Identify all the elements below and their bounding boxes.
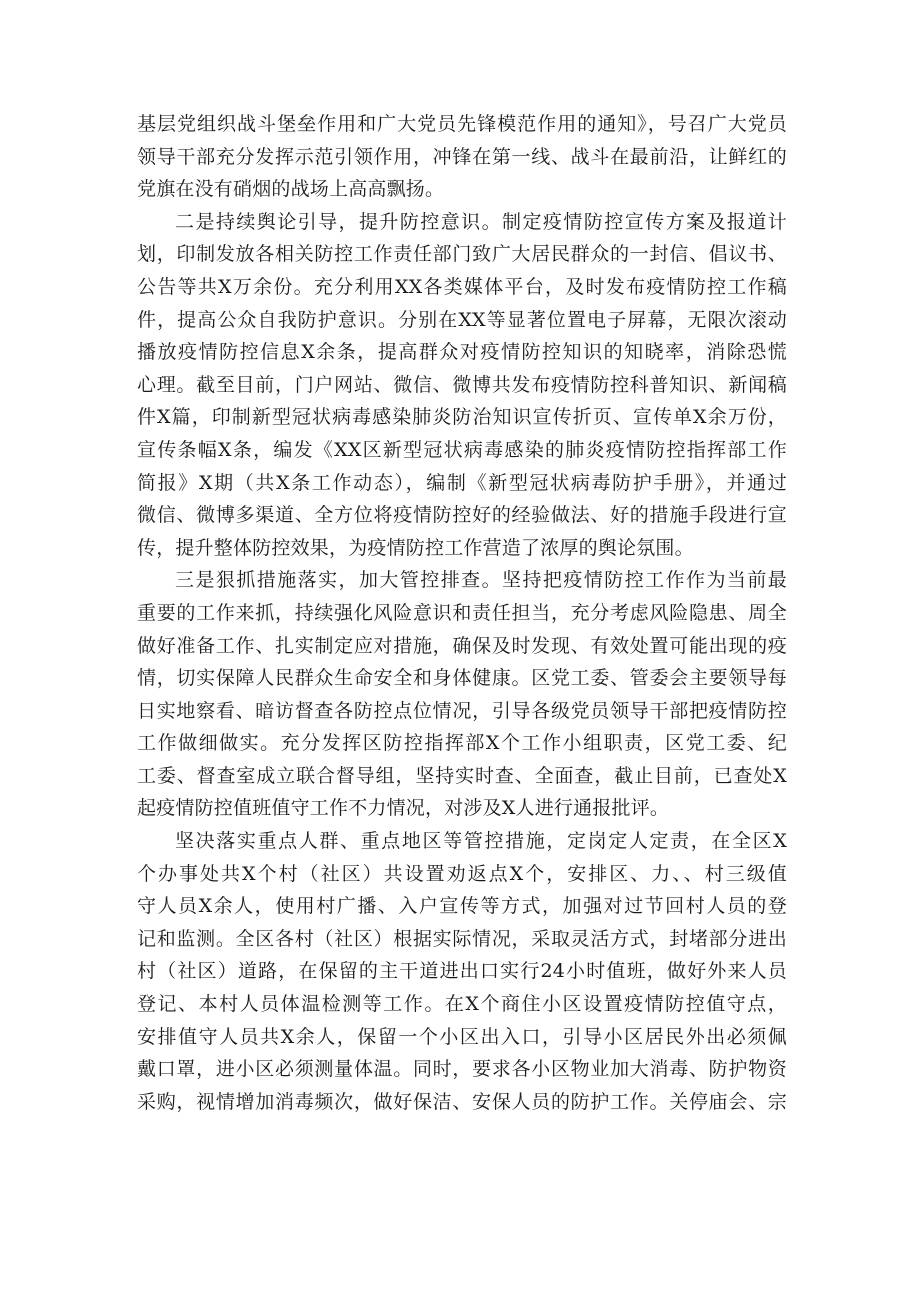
text-line: 公告等共X万余份。充分利用XX各类媒体平台，及时发布疫情防控工作稿 <box>137 275 787 298</box>
text-line: 做好准备工作、扎实制定应对措施，确保及时发现、有效处置可能出现的疫 <box>137 634 787 657</box>
text-line: 件，提高公众自我防护意识。分别在XX等显著位置电子屏幕，无限次滚动 <box>137 308 787 331</box>
text-line: 记和监测。全区各村（社区）根据实际情况，采取灵活方式，封堵部分进出 <box>137 927 787 950</box>
text-line: 村（社区）道路，在保留的主干道进出口实行24小时值班，做好外来人员 <box>137 960 787 983</box>
text-line: 基层党组织战斗堡垒作用和广大党员先锋模范作用的通知》，号召广大党员 <box>137 113 787 135</box>
text-line: 重要的工作来抓，持续强化风险意识和责任担当，充分考虑风险隐患、周全 <box>137 601 787 624</box>
document-body <box>137 108 787 1118</box>
text-line: 二是持续舆论引导，提升防控意识。制定疫情防控宣传方案及报道计 <box>175 210 787 233</box>
text-line: 心理。截至目前，门户网站、微信、微博共发布疫情防控科普知识、新闻稿 <box>137 373 787 396</box>
text-line: 戴口罩，进小区必须测量体温。同时，要求各小区物业加大消毒、防护物资 <box>137 1058 787 1081</box>
text-line: 简报》X期（共X条工作动态），编制《新型冠状病毒防护手册》，并通过 <box>137 471 787 494</box>
text-line: 起疫情防控值班值守工作不力情况，对涉及X人进行通报批评。 <box>137 797 670 820</box>
text-line: 宣传条幅X条，编发《XX区新型冠状病毒感染的肺炎疫情防控指挥部工作 <box>137 438 787 461</box>
text-line: 守人员X余人，使用村广播、入户宣传等方式，加强对过节回村人员的登 <box>137 895 787 918</box>
text-line: 个办事处共X个村（社区）共设置劝返点X个，安排区、力、、村三级值 <box>137 862 787 885</box>
text-line: 领导干部充分发挥示范引领作用，冲锋在第一线、战斗在最前沿，让鲜红的 <box>137 145 787 168</box>
text-line: 传，提升整体防控效果，为疫情防控工作营造了浓厚的舆论氛围。 <box>137 536 694 559</box>
text-line: 坚决落实重点人群、重点地区等管控措施，定岗定人定责，在全区X <box>175 830 787 853</box>
text-line: 件X篇，印制新型冠状病毒感染肺炎防治知识宣传折页、宣传单X余万份， <box>137 406 787 429</box>
text-line: 工委、督查室成立联合督导组，坚持实时查、全面查，截止目前，已查处X <box>137 764 787 787</box>
text-line: 划，印制发放各相关防控工作责任部门致广大居民群众的一封信、倡议书、 <box>137 243 787 266</box>
text-line: 工作做细做实。充分发挥区防控指挥部X个工作小组职责，区党工委、纪 <box>137 732 787 755</box>
text-line: 登记、本村人员体温检测等工作。在X个商住小区设置疫情防控值守点， <box>137 993 787 1016</box>
text-line: 微信、微博多渠道、全方位将疫情防控好的经验做法、好的措施手段进行宣 <box>137 504 787 527</box>
text-line: 情，切实保障人民群众生命安全和身体健康。区党工委、管委会主要领导每 <box>137 667 787 690</box>
text-line: 三是狠抓措施落实，加大管控排查。坚持把疫情防控工作作为当前最 <box>175 569 787 592</box>
text-line: 采购，视情增加消毒频次，做好保洁、安保人员的防护工作。关停庙会、宗 <box>137 1090 787 1113</box>
text-line: 播放疫情防控信息X余条，提高群众对疫情防控知识的知晓率，消除恐慌 <box>137 341 787 364</box>
text-line: 安排值守人员共X余人，保留一个小区出入口，引导小区居民外出必须佩 <box>137 1025 787 1048</box>
text-line: 党旗在没有硝烟的战场上高高飘扬。 <box>137 178 445 201</box>
text-line: 日实地察看、暗访督查各防控点位情况，引导各级党员领导干部把疫情防控 <box>137 699 787 722</box>
